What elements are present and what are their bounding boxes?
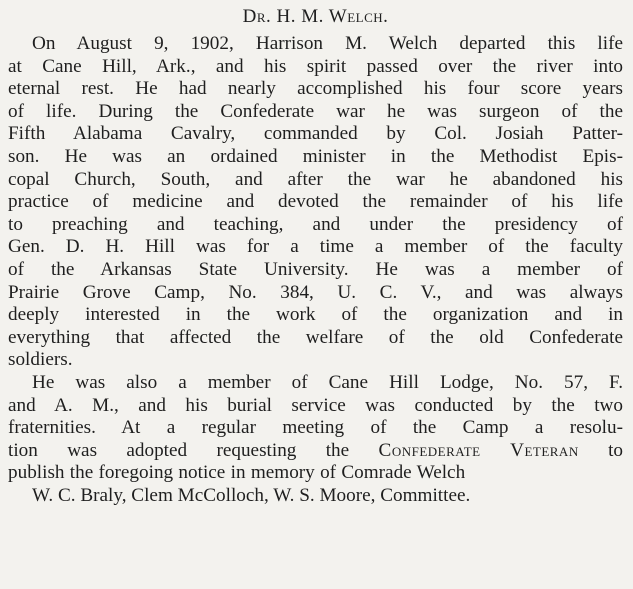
text-line: deeply interested in the work of the organization and in — [8, 304, 623, 326]
paragraph-1 — [8, 33, 623, 372]
text-line: everything that affected the welfare of the old Confederate — [8, 326, 623, 348]
signature-line: W. C. Braly, Clem McColloch, W. S. Moore, Committee. — [32, 484, 471, 506]
text-line: publish the foregoing notice in memory of Comrade Welch — [8, 462, 466, 484]
publication-name: Confederate Veteran — [378, 439, 579, 461]
text-line: Prairie Grove Camp, No. 384, U. C. V., and was always — [8, 281, 623, 303]
text-line: soldiers. — [8, 349, 73, 371]
text-line: son. He was an ordained minister in the Methodist Epis- — [8, 145, 623, 167]
text-line: Gen. D. H. Hill was for a time a member of the faculty — [8, 236, 623, 258]
paragraph-2 — [8, 372, 623, 485]
text-line: Fifth Alabama Cavalry, commanded by Col. Josiah Patter- — [8, 123, 623, 145]
text-line-with-smallcaps — [8, 440, 623, 463]
text-line: He was also a member of Cane Hill Lodge, No. 57, F. — [32, 371, 623, 393]
text-line: On August 9, 1902, Harrison M. Welch departed this life — [32, 33, 623, 54]
text-line: of life. During the Confederate war he was surgeon of the — [8, 100, 623, 122]
article-title — [8, 6, 623, 28]
text-line: copal Church, South, and after the war he abandoned his — [8, 168, 623, 190]
text-fragment: tion was adopted requesting the — [8, 439, 350, 461]
text-line: of the Arkansas State University. He was a member of — [8, 258, 623, 280]
text-fragment: to — [608, 439, 623, 461]
text-line: and A. M., and his burial service was conducted by the two — [8, 394, 623, 416]
article-title-text: Dr. H. M. Welch. — [242, 6, 389, 27]
text-line: to preaching and teaching, and under the presidency of — [8, 213, 623, 235]
text-line: practice of medicine and devoted the remainder of his life — [8, 191, 623, 213]
text-line: at Cane Hill, Ark., and his spirit passed over the river into — [8, 55, 623, 77]
text-line: fraternities. At a regular meeting of the Camp a resolu- — [8, 417, 623, 439]
text-line: eternal rest. He had nearly accomplished his four score years — [8, 78, 623, 100]
